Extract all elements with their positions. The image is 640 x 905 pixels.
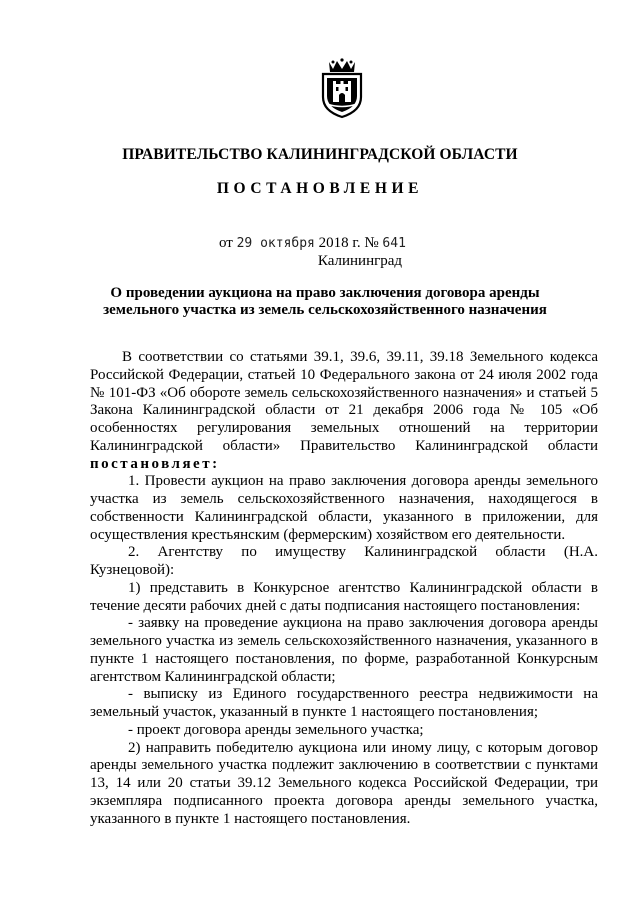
paragraph-2-1: 1) представить в Конкурсное агентство Калининградской области в течение десяти рабочих дней с даты подписания настоящего постановления: [90,579,598,614]
date-value: 29 октября [236,236,315,251]
document-number: 641 [382,236,406,251]
bullet-item: - проект договора аренды земельного участка; [128,721,424,738]
decree-word: постановляет: [90,455,220,472]
bullet-item: - заявку на проведение аукциона на право заключения договора аренды земельного участка из земель сельскохозяйственного назначения, указанного в пункте 1 настоящего постановления, по форме, разработанной Конкурсным агентством Калининградской области; [90,615,598,685]
preamble-text: В соответствии со статьями 39.1, 39.6, 39.11, 39.18 Земельного кодекса Российской Федерации, статьей 10 Федерального закона от 24 июля 2002 года № 101-ФЗ «Об обороте земель сельскохозяйственного назначения» и статьей 5 Закона Калининградской области от 21 декабря 2006 года № 105 «Об особенностях регулирования земельных отношений на территории Калининградской области» Правительство Калининградской области [90,349,598,454]
coat-of-arms-icon [319,57,365,119]
subject-line: земельного участка из земель сельскохозяйственного назначения [103,302,547,318]
paragraph-1: 1. Провести аукцион на право заключения договора аренды земельного участка из земель сельскохозяйственного назначения, находящегося в собственности Калининградской области, указанного в приложении, для осуществления крестьянским (фермерским) хозяйством его деятельности. [90,473,598,543]
date-year: 2018 г. [318,235,361,251]
document-type: ПОСТАНОВЛЕНИЕ [216,180,424,197]
document-body [90,349,598,828]
document-subject [90,285,560,319]
paragraph-2-2: 2) направить победителю аукциона или иному лицу, с которым договор аренды земельного участка подлежит заключению в соответствии с пунктами 13, 14 или 20 статьи 39.12 Земельного кодекса Российской Федерации, три экземпляра подписанного проекта договора аренды земельного участка, указанного в пункте 1 настоящего постановления. [90,739,598,827]
subject-line: О проведении аукциона на право заключения договора аренды [110,285,540,301]
government-name: ПРАВИТЕЛЬСТВО КАЛИНИНГРАДСКОЙ ОБЛАСТИ [122,146,518,163]
number-sign: № [364,235,379,251]
paragraph-2: 2. Агентству по имуществу Калининградской области (Н.А. Кузнецовой): [90,544,598,578]
date-line [219,235,406,252]
preamble-paragraph [90,349,598,473]
date-prefix: от [219,235,233,251]
bullet-item: - выписку из Единого государственного реестра недвижимости на земельный участок, указанный в пункте 1 настоящего постановления; [90,686,598,720]
city-name: Калининград [317,253,403,269]
